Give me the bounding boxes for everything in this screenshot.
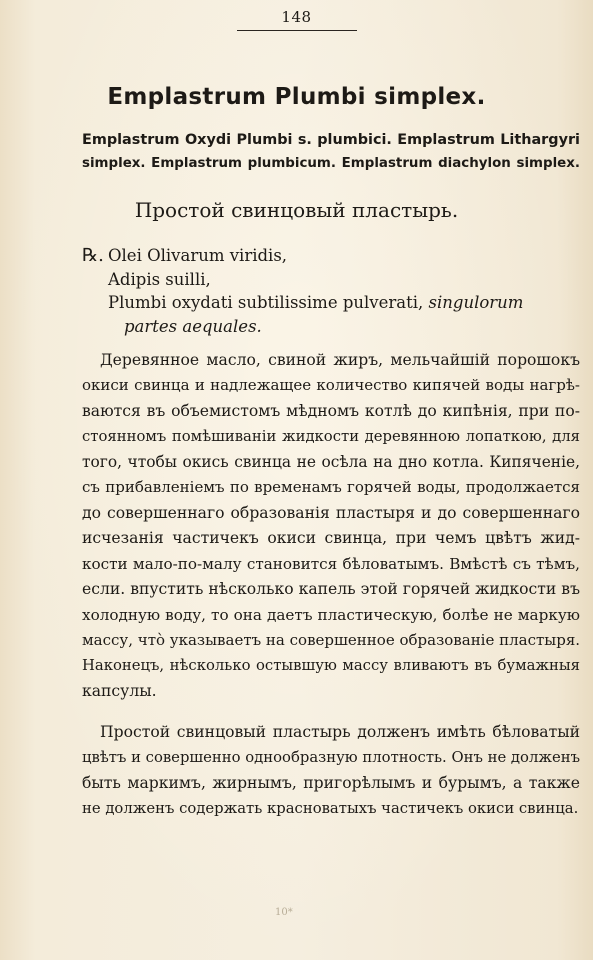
paragraph-requirements [82, 720, 580, 822]
text-line: холодную воду, то она даетъ пластическую, болѣе не маркую [82, 605, 580, 624]
synonyms-block [82, 128, 580, 176]
text-line: быть маркимъ, жирнымъ, пригорѣлымъ и бурымъ, а также [82, 773, 580, 792]
rx-symbol: ℞. [82, 245, 104, 266]
russian-title: Простой свинцовый пластырь. [134, 198, 459, 222]
header-rule [237, 30, 357, 31]
text-line: капсулы. [82, 681, 157, 700]
text-line: того, чтобы окись свинца не осѣла на дно котла. Кипяченiе, [82, 452, 580, 471]
text-line: если. впустить нѣсколько капель этой горячей жидкости въ [82, 580, 580, 599]
text-line: Деревянное масло, свиной жиръ, мельчайшiй порошокъ [100, 351, 580, 369]
recipe-line [82, 291, 582, 315]
synonyms-line: Emplastrum Oxydi Plumbi s. plumbici. Emplastrum Lithargyri [82, 132, 580, 148]
synonyms-line: simplex. Emplastrum plumbicum. Emplastrum diachylon simplex. [82, 156, 580, 171]
text-line: ваются въ объемистомъ мѣдномъ котлѣ до кипѣнiя, при по- [82, 401, 580, 420]
text-line: Простой свинцовый пластырь долженъ имѣть бѣловатый [100, 723, 580, 741]
recipe-block [82, 244, 582, 338]
page-number: 148 [281, 8, 312, 26]
recipe-line [82, 268, 582, 292]
text-line: до совершеннаго образованiя пластыря и до совершеннаго [82, 503, 580, 522]
signature-mark: 10* [275, 907, 293, 918]
text-line: стоянномъ помѣшиванiи жидкости деревянною лопаткою, для [82, 428, 580, 446]
recipe-line [82, 244, 582, 268]
recipe-quantity-note: singulorum [428, 293, 524, 313]
text-line: не долженъ содержать красноватыхъ частичекъ окиси свинца. [82, 800, 579, 818]
text-line: съ прибавленiемъ по временамъ горячей воды, продолжается [82, 478, 580, 497]
recipe-line: partes aequales. [124, 316, 262, 336]
text-line: цвѣтъ и совершенно однообразную плотность. Онъ не долженъ [82, 749, 580, 767]
text-line: Наконецъ, нѣсколько остывшую массу вливаютъ въ бумажныя [82, 657, 580, 675]
recipe-ingredient: Plumbi oxydati subtilissime pulverati, [108, 293, 429, 313]
recipe-ingredient: Olei Olivarum viridis, [108, 246, 288, 265]
recipe-ingredient: Adipis suilli, [108, 269, 211, 289]
paragraph-preparation [82, 348, 580, 704]
section-title: Emplastrum Plumbi simplex. [107, 84, 486, 110]
text-line: исчезанiя частичекъ окиси свинца, при чемъ цвѣтъ жид- [82, 529, 580, 548]
text-line: окиси свинца и надлежащее количество кипячей воды нагрѣ- [82, 376, 580, 395]
text-line: кости мало-по-малу становится бѣловатымъ. Вмѣстѣ съ тѣмъ, [82, 554, 580, 573]
text-line: массу, чтò указываетъ на совершенное образованiе пластыря. [82, 630, 581, 649]
